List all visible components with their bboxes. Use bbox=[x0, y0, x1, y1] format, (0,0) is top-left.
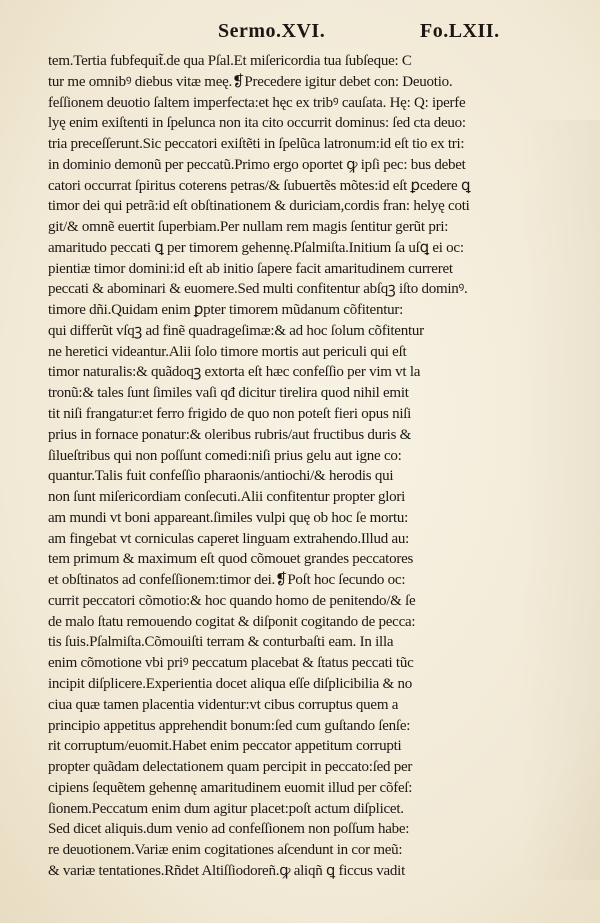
text-line: am mundi vt boni appareant.ſimiles vulpi quę ob hoc ſe mortu: bbox=[48, 509, 409, 526]
text-line: quantur.Talis fuit confeſſio pharaonis/antiochi/& herodis qui bbox=[48, 468, 394, 485]
text-line: propter quãdam delectationem quam percipit in peccato:ſed per bbox=[48, 759, 413, 776]
text-line: & variæ tentationes.Rñdet Altiſſiodoreñ.ꝙ aliqñ ꝗ ficcus vadit bbox=[48, 862, 406, 879]
text-line: ſilueſtribus qui non poſſunt comedi:niſi prius gelu aut igne co: bbox=[48, 447, 402, 464]
text-line: et obſtinatos ad confeſſionem:timor dei.❡Poſt hoc ſecundo oc: bbox=[48, 572, 406, 589]
text-line: catori occurrat ſpiritus coterens petras/& ſubuertẽs mõtes:id eſt ꝑcedere ꝗ bbox=[48, 177, 471, 194]
folio-number: Fo.LXII. bbox=[420, 20, 500, 42]
text-line: ne heretici videantur.Alii ſolo timore mortis aut periculi qui eſt bbox=[48, 343, 407, 360]
text-line: in dominio demonũ per peccatũ.Primo ergo oportet ꝙ ipſi pec: bus debet bbox=[48, 156, 466, 173]
text-line: timore dñi.Quidam enim ꝑpter timorem mũdanum cõfitentur: bbox=[48, 302, 404, 319]
text-line: tem.Tertia fubfequit̃.de qua Pſal.Et miſericordia tua ſubſeque: C bbox=[48, 53, 412, 69]
text-line: tit niſi frangatur:et ferro frigido de quo non poteſt fieri opus niſi bbox=[48, 406, 412, 423]
text-line: qui differũt vſqꝫ ad finẽ quadrageſimæ:& ad hoc ſolum cõfitentur bbox=[48, 322, 424, 339]
text-line: amaritudo peccati ꝗ per timorem gehennę.Pſalmiſta.Initium ſa uſꝗ ei oc: bbox=[48, 239, 464, 256]
text-line: pientiæ timor domini:id eſt ab initio ſapere facit amaritudinem curreret bbox=[48, 260, 453, 277]
text-line: incipit diſplicere.Experientia docet aliqua eſſe diſplicibilia & no bbox=[48, 675, 412, 692]
text-line: non ſunt miſericordiam conſecuti.Alii confitentur propter glori bbox=[48, 489, 406, 506]
text-line: lyę enim exiſtenti in ſpelunca non ita cito occurrit dominus: ſed cta deuo: bbox=[48, 115, 466, 132]
text-line: timor naturalis:& quãdoqꝫ extorta eſt hæc confeſſio per vim vt la bbox=[48, 364, 421, 381]
text-line: de malo ſtatu remouendo cogitat & diſponit cogitando de pecca: bbox=[48, 613, 416, 630]
page-header bbox=[0, 20, 600, 48]
text-block bbox=[48, 51, 568, 882]
text-line: tis ſuis.Pſalmiſta.Cõmouiſti terram & conturbaſti eam. In illa bbox=[48, 634, 394, 651]
text-line: feſſionem deuotio ſaltem imperfecta:et hęc ex tribꝰ cauſata. Hę: Q: iperfe bbox=[48, 94, 466, 111]
text-line: currit peccatori cõmotio:& hoc quando homo de penitendo/& ſe bbox=[48, 592, 416, 609]
text-line: timor dei qui petrã:id eſt obſtinationem & duriciam,cordis fran: helyę coti bbox=[48, 198, 470, 215]
text-line: tem primum & maximum eſt quod cõmouet grandes peccatores bbox=[48, 551, 414, 568]
text-line: ſionem.Peccatum enim dum agitur placet:poſt actum diſplicet. bbox=[48, 800, 404, 817]
text-line: tronũ:& tales ſunt ſimiles vaſi qđ dicitur tirelira quod nihil emit bbox=[48, 385, 409, 402]
text-line: ciua quæ tamen placentia videntur:vt cibus corruptus quem a bbox=[48, 696, 399, 713]
text-line: tur me omnibꝰ diebus vitæ meę.❡Precedere igitur debet con: Deuotio. bbox=[48, 73, 453, 90]
text-line: am fingebat vt corniculas caperet linguam extrahendo.Illud au: bbox=[48, 530, 410, 547]
text-line: prius in fornace ponatur:& oleribus rubris/aut fructibus duris & bbox=[48, 426, 412, 443]
text-line: Sed dicet aliquis.dum venio ad confeſſionem non poſſum habe: bbox=[48, 821, 410, 838]
text-line: re deuotionem.Variæ enim cogitationes aſcendunt in cor meũ: bbox=[48, 842, 403, 859]
running-title: Sermo.XVI. bbox=[218, 20, 326, 42]
text-line: enim cõmotione vbi priꝰ peccatum placebat & ſtatus peccati tũc bbox=[48, 655, 414, 672]
text-line: rit corruptum/euomit.Habet enim peccator appetitum corrupti bbox=[48, 738, 402, 755]
text-line: cipiens ſequẽtem gehennę amaritudinem euomit illud per cõfeſ: bbox=[48, 779, 413, 796]
text-line: git/& omnẽ euertit ſuperbiam.Per nullam rem magis ſentitur gerũt pri: bbox=[48, 219, 449, 236]
text-line: peccati & abominari & euomere.Sed multi confitentur abſqꝫ iſto dominꝰ. bbox=[48, 281, 468, 298]
text-line: principio appetitus apprehendit bonum:ſed cum guſtando ſenſe: bbox=[48, 717, 411, 734]
text-line: tria preceſſerunt.Sic peccatori exiſtẽti in ſpelũca latronum:id eſt tio ex tri: bbox=[48, 136, 465, 153]
